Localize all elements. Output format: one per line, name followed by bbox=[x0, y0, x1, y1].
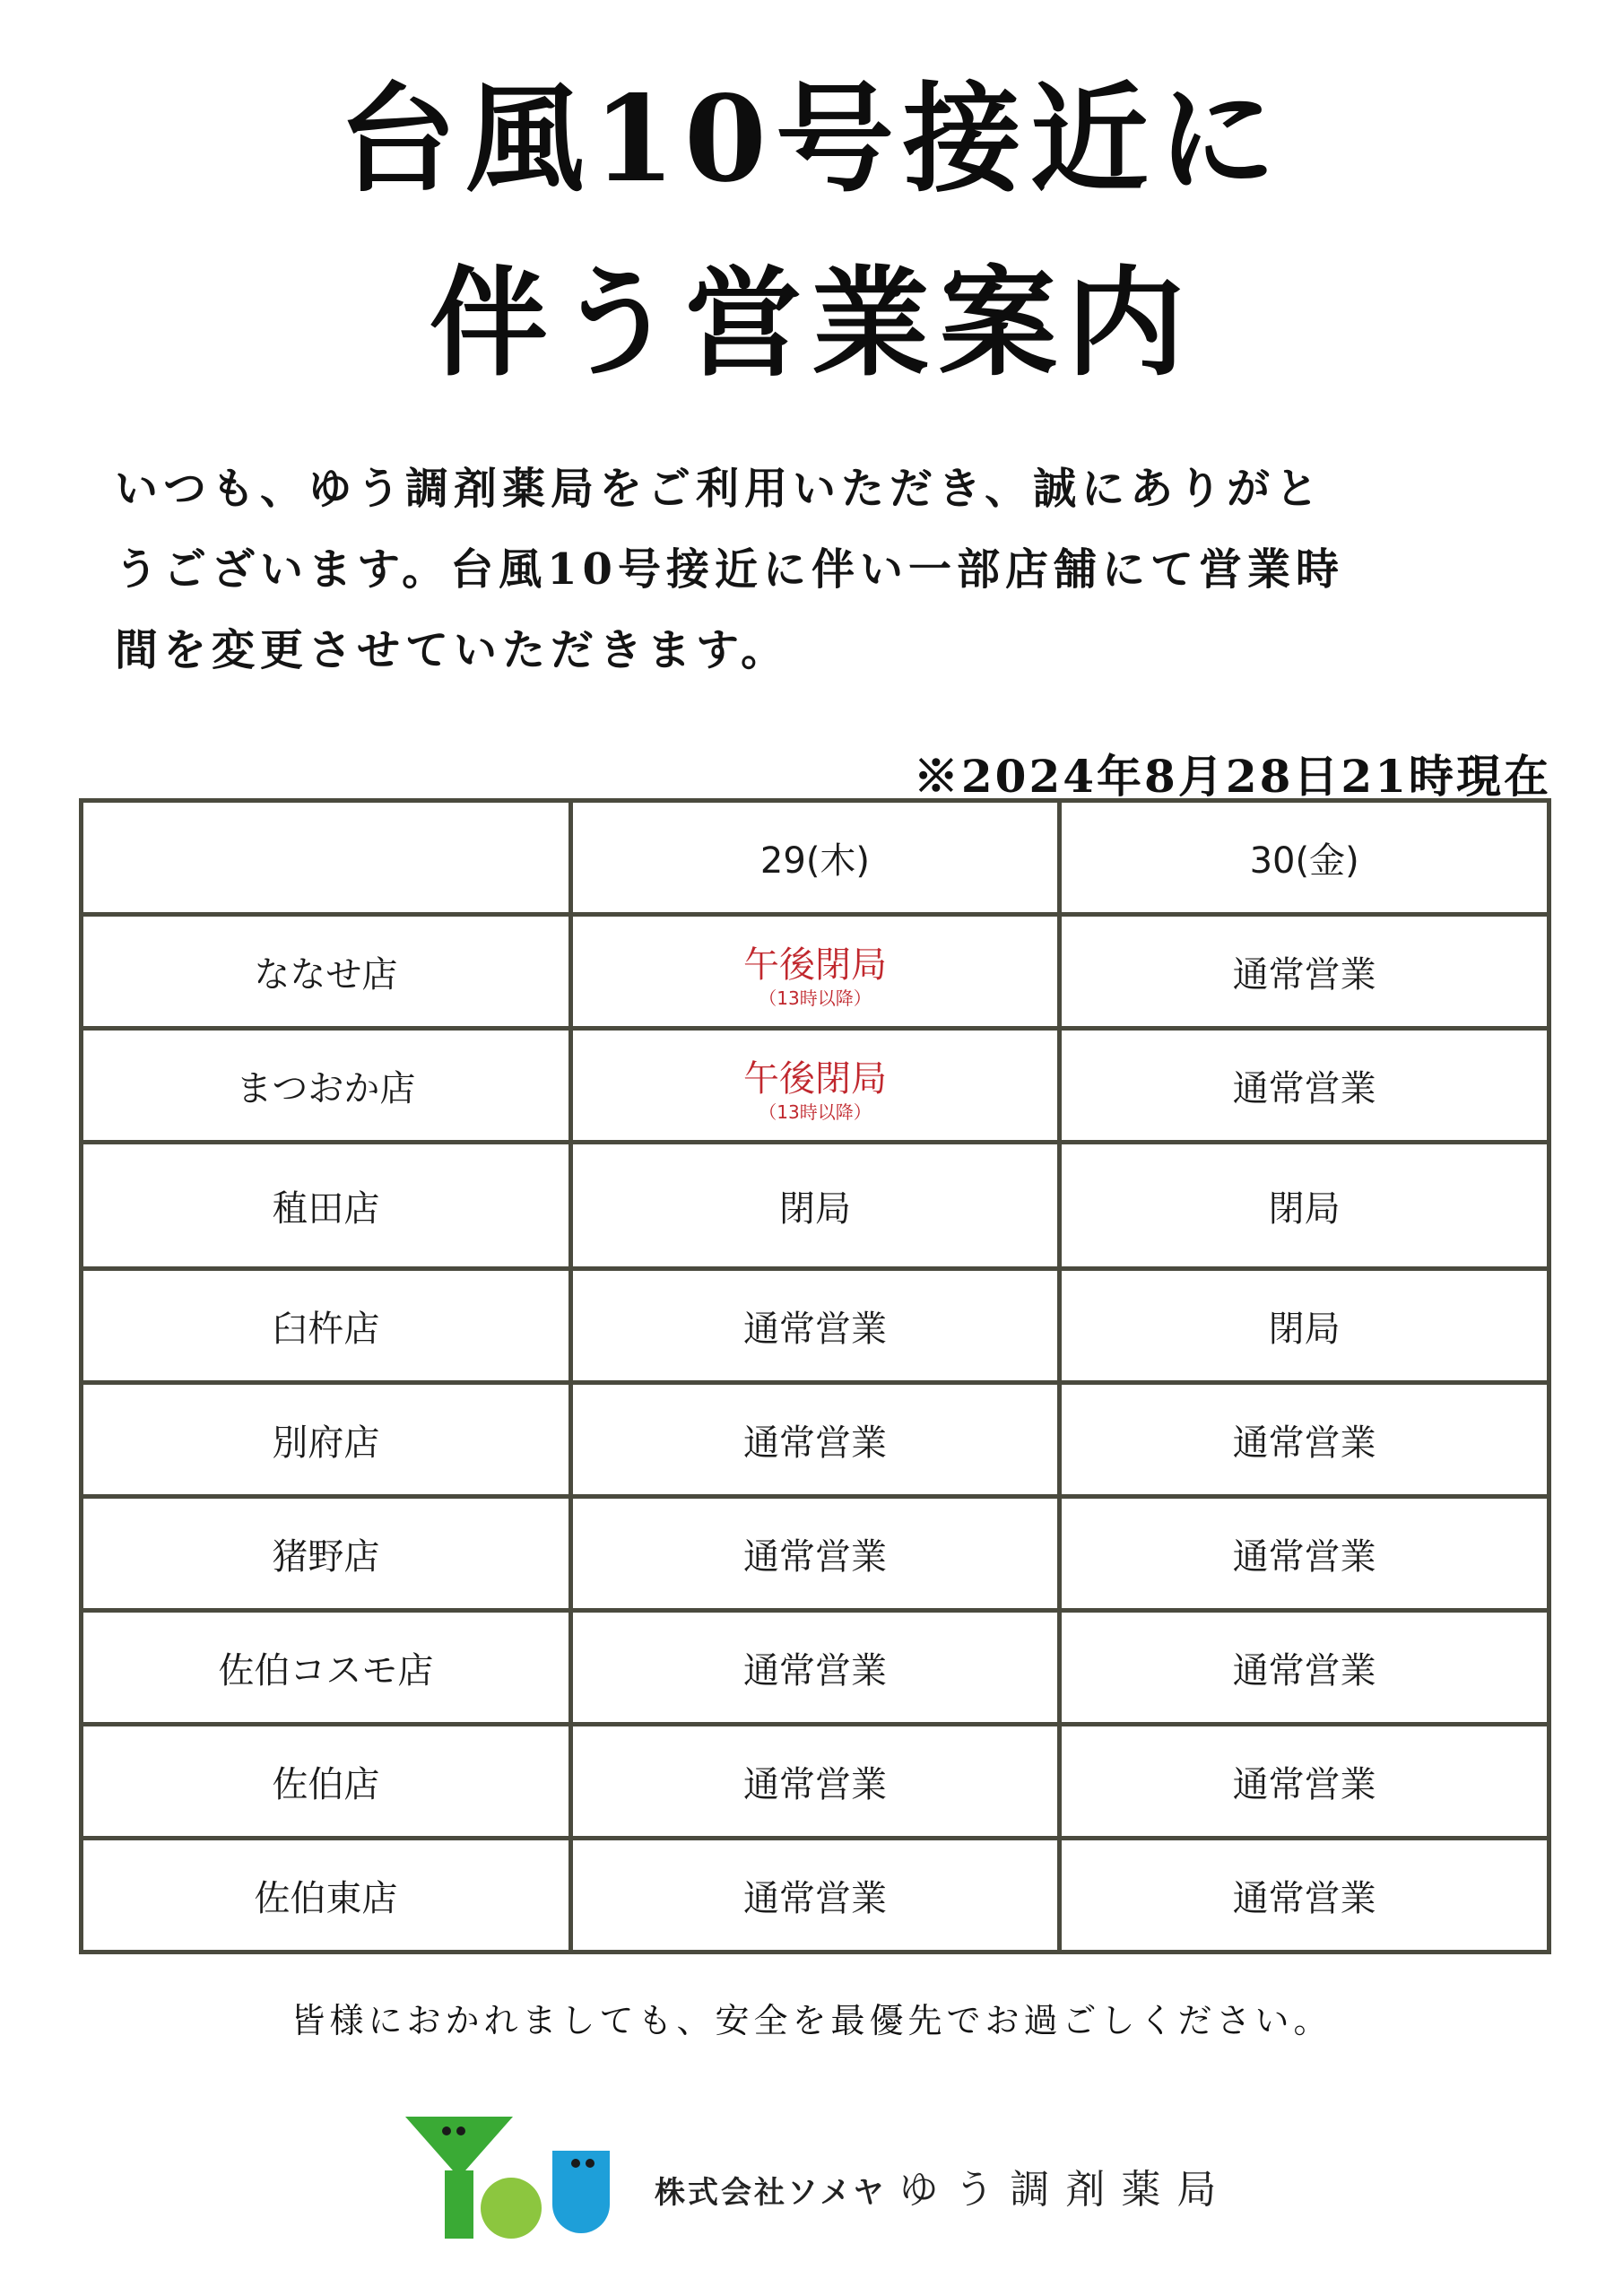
status-cell bbox=[570, 915, 1060, 1029]
status-cell: 通常営業 bbox=[1060, 1725, 1549, 1839]
header-store-cell bbox=[82, 801, 571, 915]
table-row bbox=[82, 1029, 1549, 1143]
status-cell: 通常営業 bbox=[1060, 1029, 1549, 1143]
store-name: ななせ店 bbox=[82, 915, 571, 1029]
store-name: 臼杵店 bbox=[82, 1269, 571, 1383]
table-row bbox=[82, 915, 1549, 1029]
status-cell: 閉局 bbox=[1060, 1143, 1549, 1269]
status-cell: 通常営業 bbox=[1060, 1383, 1549, 1497]
table-row bbox=[82, 1611, 1549, 1725]
pharmacy-label: ゆう調剤薬局 bbox=[898, 2167, 1233, 2213]
table-row bbox=[82, 1725, 1549, 1839]
logo-letter-y-stem bbox=[445, 2170, 473, 2239]
status-cell: 閉局 bbox=[570, 1143, 1060, 1269]
status-text: 午後閉局 bbox=[742, 944, 887, 986]
table-row bbox=[82, 1269, 1549, 1383]
status-cell: 通常営業 bbox=[1060, 1839, 1549, 1952]
page-title-line-1: 台風10号接近に bbox=[338, 70, 1285, 209]
header-day-29: 29(木) bbox=[570, 801, 1060, 915]
status-cell: 閉局 bbox=[1060, 1269, 1549, 1383]
status-cell: 通常営業 bbox=[1060, 915, 1549, 1029]
page-title-line-2: 伴う営業案内 bbox=[430, 254, 1193, 393]
store-hours-table bbox=[79, 798, 1551, 1954]
as-of-timestamp: ※2024年8月28日21時現在 bbox=[913, 750, 1551, 803]
status-cell: 通常営業 bbox=[570, 1383, 1060, 1497]
status-text: 午後閉局 bbox=[742, 1057, 887, 1100]
store-name: まつおか店 bbox=[82, 1029, 571, 1143]
status-cell: 通常営業 bbox=[570, 1725, 1060, 1839]
header-day-30: 30(金) bbox=[1060, 801, 1549, 915]
table-row bbox=[82, 1839, 1549, 1952]
store-name: 別府店 bbox=[82, 1383, 571, 1497]
store-name: 佐伯東店 bbox=[82, 1839, 571, 1952]
status-note: （13時以降） bbox=[759, 1100, 872, 1123]
closing-message: 皆様におかれましても、安全を最優先でお過ごしください。 bbox=[291, 2001, 1332, 2040]
store-name: 稙田店 bbox=[82, 1143, 571, 1269]
status-cell: 通常営業 bbox=[1060, 1611, 1549, 1725]
status-cell: 通常営業 bbox=[570, 1839, 1060, 1952]
store-name: 猪野店 bbox=[82, 1497, 571, 1611]
table-row bbox=[82, 1143, 1549, 1269]
intro-line-2: うございます。台風10号接近に伴い一部店舗にて営業時 bbox=[115, 544, 1344, 595]
table-header-row bbox=[82, 801, 1549, 915]
store-name: 佐伯コスモ店 bbox=[82, 1611, 571, 1725]
logo-letter-o bbox=[481, 2178, 542, 2239]
intro-line-1: いつも、ゆう調剤薬局をご利用いただき、誠にありがと bbox=[115, 464, 1324, 514]
table-row bbox=[82, 1383, 1549, 1497]
logo-letter-y bbox=[405, 2117, 513, 2178]
you-logo bbox=[405, 2117, 621, 2242]
table-row bbox=[82, 1497, 1549, 1611]
status-note: （13時以降） bbox=[759, 987, 872, 1009]
intro-message bbox=[115, 448, 1514, 691]
status-cell bbox=[570, 1029, 1060, 1143]
status-cell: 通常営業 bbox=[570, 1497, 1060, 1611]
status-cell: 通常営業 bbox=[1060, 1497, 1549, 1611]
company-label: 株式会社ソメヤ bbox=[655, 2175, 887, 2211]
logo-letter-u bbox=[552, 2151, 610, 2233]
company-name bbox=[655, 2157, 1232, 2214]
status-cell: 通常営業 bbox=[570, 1269, 1060, 1383]
status-cell: 通常営業 bbox=[570, 1611, 1060, 1725]
intro-line-3: 間を変更させていただきます。 bbox=[115, 625, 790, 675]
store-name: 佐伯店 bbox=[82, 1725, 571, 1839]
